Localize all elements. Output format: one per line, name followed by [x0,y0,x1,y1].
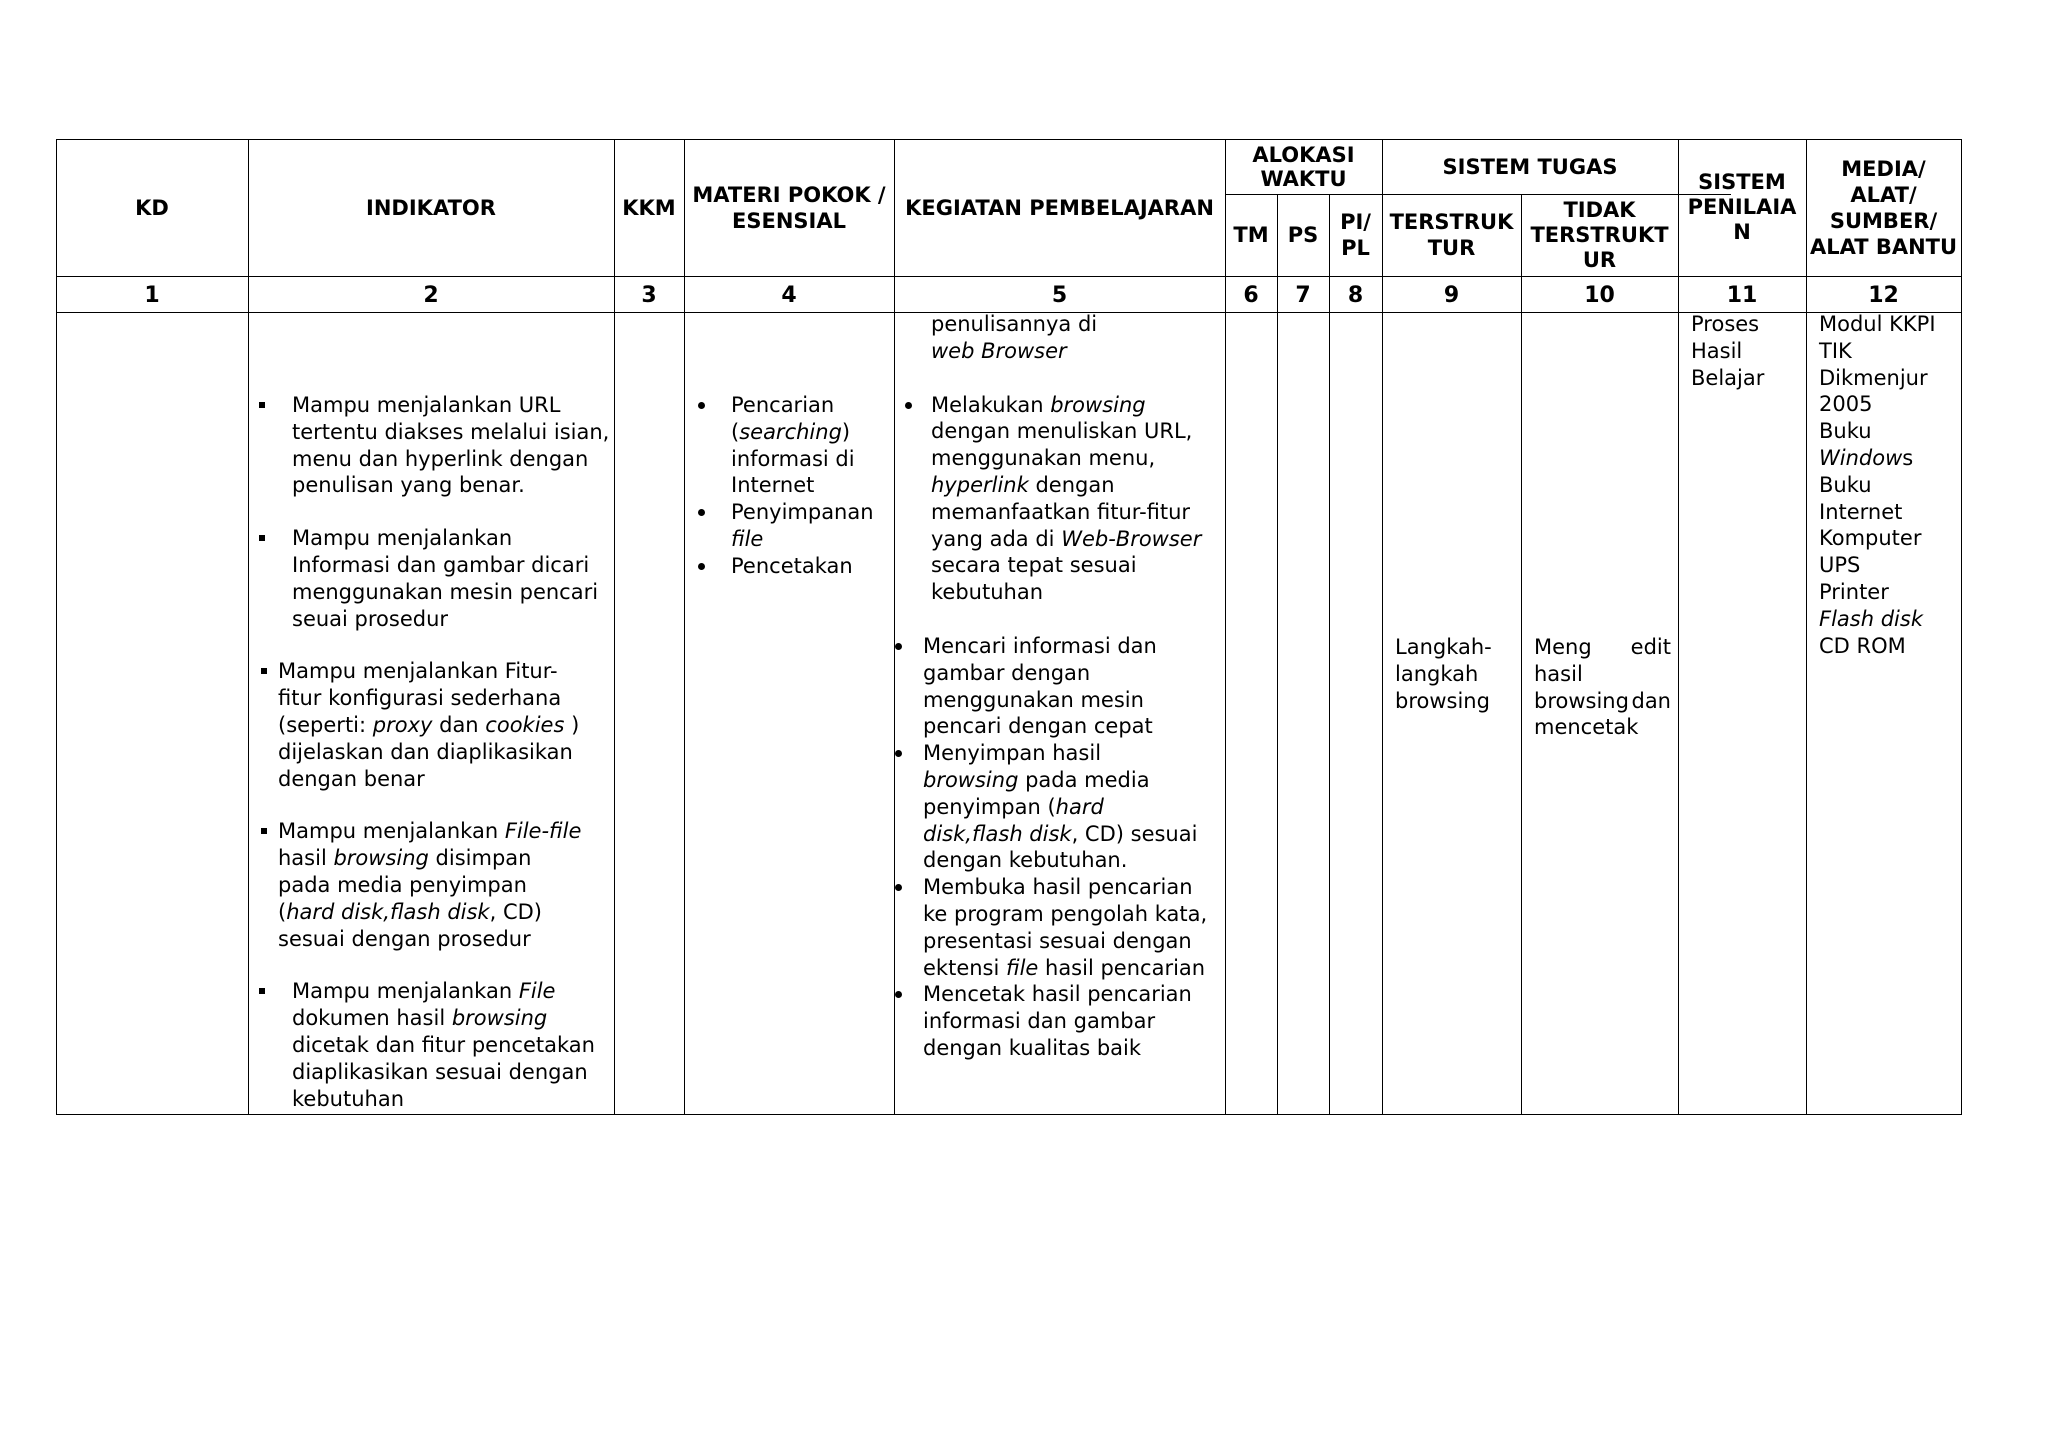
header-alokasi-line1: ALOKASI [1252,142,1355,167]
kegiatan-item [923,981,1193,1061]
kegiatan-text-italic: browsing [923,767,1019,792]
media-line: Modul KKPI [1819,312,1936,336]
indikator-text: dokumen hasil [292,1006,452,1031]
kegiatan-text: Mencari informasi dan gambar dengan menggunakan mesin pencari dengan cepat [923,633,1157,739]
kegiatan-text: dengan menuliskan URL, menggunakan menu, [931,419,1193,471]
media-line: UPS [1819,553,1861,578]
header-alokasi-line2: WAKTU [1260,166,1347,191]
header-kkm-label: KKM [622,195,676,220]
header-ps [1277,194,1329,276]
header-indikator-label: INDIKATOR [366,195,496,220]
kegiatan-item [923,633,1213,740]
indikator-text-italic: File-file [504,819,582,844]
media-line [1819,445,1957,472]
header-penilaian-line1: SISTEM [1698,170,1786,194]
header-media-line3: SUMBER/ [1829,208,1938,233]
kegiatan-text: Menyimpan hasil [923,741,1102,766]
kegiatan-text-italic: Web-Browser [1061,526,1202,551]
indikator-text: Mampu menjalankan Fitur-fitur konfigurasi sederhana (seperti: [278,659,562,737]
indikator-text: dicetak dan fitur pencetakan diaplikasikan sesuai dengan kebutuhan [292,1032,595,1111]
header-terstruktur-line2: TUR [1427,236,1476,260]
indikator-text: Mampu menjalankan URL tertentu diakses melalui isian, menu dan hyperlink dengan penulisan yang benar. [292,393,610,498]
kegiatan-text-italic: web Browser [931,338,1067,363]
table-border-bottom [56,1114,1961,1115]
kegiatan-text: secara tepat sesuai kebutuhan [931,553,1137,605]
media-text-italic: Flash disk [1819,606,1923,631]
kegiatan-text: penulisannya di [931,312,1098,336]
indikator-text: Mampu menjalankan [292,979,519,1004]
tidak-terstruktur-word: dan [1631,688,1671,713]
header-sistem-tugas-label: SISTEM TUGAS [1442,154,1618,179]
kegiatan-text-italic: hard disk,flash disk [923,794,1104,846]
tidak-terstruktur-line: mencetak [1534,715,1639,740]
column-number: 12 [1868,283,1899,308]
col-divider [1521,194,1522,1115]
header-media-line1: MEDIA/ [1841,156,1926,181]
header-sistem-tugas [1382,139,1678,194]
kegiatan-text: Mencetak hasil pencarian informasi dan gambar dengan kualitas baik [923,982,1192,1060]
tidak-terstruktur-word: edit [1630,635,1671,659]
header-terstruktur [1382,194,1521,276]
header-tidak-terstruktur [1521,194,1678,276]
sistem-penilaian-cell [1691,311,1801,391]
materi-item [731,553,881,580]
learning-plan-table [56,139,1961,1115]
media-line: Dikmenjur [1819,365,1928,390]
indikator-item [278,818,588,952]
kegiatan-item [931,392,1221,606]
tidak-terstruktur-cell [1534,634,1671,741]
kegiatan-text: pada media penyimpan ( [923,767,1150,819]
header-pi-line2: PL [1341,236,1370,260]
header-penilaian-line2: PENILAIA [1687,195,1797,219]
kegiatan-item [923,874,1213,981]
media-line: Komputer [1819,526,1922,551]
media-line: TIK [1819,338,1852,363]
indikator-item [292,525,610,632]
kegiatan-text: dengan memanfaatkan fitur-fitur yang ada di [931,472,1191,551]
column-number: 8 [1347,283,1364,308]
header-pi-line1: PI/ [1340,210,1371,234]
indikator-text-italic: hard disk,flash disk [286,899,490,924]
header-kd [56,139,248,276]
media-line [1819,606,1957,633]
materi-text: Pencetakan [731,553,853,578]
media-line: Buku [1819,419,1872,444]
media-line: CD ROM [1819,633,1906,658]
indikator-text: ) dijelaskan dan diaplikasikan dengan benar [278,712,580,791]
indikator-text: hasil [278,846,334,871]
header-materi-line2: ESENSIAL [732,208,846,233]
materi-text: Penyimpanan [731,500,874,525]
media-cell [1819,311,1957,659]
header-tidak-line1: TIDAK [1563,197,1636,222]
column-number: 11 [1726,283,1758,308]
header-tm [1225,194,1277,276]
col-divider [1277,194,1278,1115]
column-number: 5 [1051,283,1068,308]
header-penilaian-line3: N [1733,220,1751,244]
header-tm-label: TM [1233,223,1269,247]
penilaian-line: Belajar [1691,365,1765,390]
column-number: 4 [781,283,797,308]
indikator-text: Mampu menjalankan [278,819,505,844]
header-kegiatan [894,139,1225,276]
header-terstruktur-line1: TERSTRUK [1389,210,1514,234]
kegiatan-text-italic: hyperlink [931,472,1029,497]
media-line: 2005 [1819,392,1873,417]
indikator-text-italic: proxy [372,712,433,737]
kegiatan-text-italic: browsing [1050,392,1146,417]
header-indikator [248,139,614,276]
kegiatan-list [923,392,1221,1062]
indikator-text-italic: browsing [333,846,429,871]
header-sistem-penilaian [1678,139,1806,276]
media-text-italic: Window [1819,445,1903,470]
media-line: Internet [1819,499,1903,524]
tidak-terstruktur-word: browsing [1534,688,1629,713]
terstruktur-cell [1395,634,1515,714]
header-materi-line1: MATERI POKOK / [692,182,886,207]
materi-text-italic: searching [739,419,842,444]
indikator-cell [278,392,610,1112]
indikator-text-italic: browsing [451,1006,548,1031]
indikator-list [278,392,610,1112]
kegiatan-cell [923,311,1221,1062]
indikator-item [278,658,596,792]
indikator-text: disimpan pada media penyimpan ( [278,846,532,924]
media-text: s [1902,445,1914,470]
header-ps-label: PS [1287,223,1319,247]
column-number: 6 [1243,283,1259,308]
header-kegiatan-label: KEGIATAN PEMBELAJARAN [905,195,1214,220]
materi-text: Pencarian ( [731,393,835,444]
indikator-text-italic: cookies [485,712,565,737]
terstruktur-line: Langkah- [1395,635,1492,659]
penilaian-line: Hasil [1691,338,1743,363]
header-media [1806,139,1961,276]
media-line: Buku [1819,472,1872,497]
column-number: 7 [1295,283,1311,308]
header-pi-pl [1329,194,1382,276]
kegiatan-text: hasil pencarian [1038,955,1206,980]
kegiatan-text: , CD) sesuai dengan kebutuhan. [923,821,1198,873]
header-kkm [614,139,684,276]
column-number: 10 [1584,283,1615,308]
column-number: 3 [641,283,657,308]
materi-item [731,499,881,553]
tidak-terstruktur-line [1534,688,1671,715]
materi-item [731,392,881,499]
kegiatan-text: Membuka hasil pencarian ke program pengolah kata, presentasi sesuai dengan ektensi [923,875,1208,980]
header-tidak-line3: UR [1582,247,1617,272]
header-tidak-line2: TERSTRUKT [1530,222,1669,247]
tidak-terstruktur-word: Meng [1534,635,1592,659]
indikator-text: Mampu menjalankan Informasi dan gambar dicari menggunakan mesin pencari seuai prosedur [292,526,599,631]
terstruktur-line: browsing [1395,688,1490,713]
media-line: Printer [1819,579,1889,604]
column-number: 9 [1443,283,1460,308]
indikator-item [292,392,610,499]
indikator-item [292,978,610,1112]
tidak-terstruktur-line [1534,634,1671,661]
materi-text-italic: file [731,526,764,551]
kegiatan-item [923,740,1203,874]
penilaian-line: Proses [1691,312,1760,336]
header-media-line4: ALAT BANTU [1809,234,1958,259]
header-materi [684,139,894,276]
indikator-text-italic: File [518,979,556,1004]
tidak-terstruktur-line: hasil [1534,661,1583,686]
kegiatan-text: Melakukan [931,392,1051,417]
indikator-text: dan [432,712,486,737]
kegiatan-text-italic: file [1006,955,1039,980]
header-alokasi-waktu [1225,139,1382,194]
header-kd-label: KD [135,195,169,220]
column-number: 1 [144,283,160,308]
terstruktur-line: langkah [1395,661,1479,686]
materi-list [731,392,881,580]
header-media-line2: ALAT/ [1850,182,1917,207]
kegiatan-continued [931,311,1141,365]
materi-cell [731,392,881,580]
indikator-text: , CD) sesuai dengan prosedur [278,899,542,951]
materi-text: ) informasi di Internet [731,419,855,498]
column-number: 2 [423,283,439,308]
header-bottom-line [56,276,1961,277]
table-border-right [1961,139,1962,1115]
col-divider [1329,194,1330,1115]
